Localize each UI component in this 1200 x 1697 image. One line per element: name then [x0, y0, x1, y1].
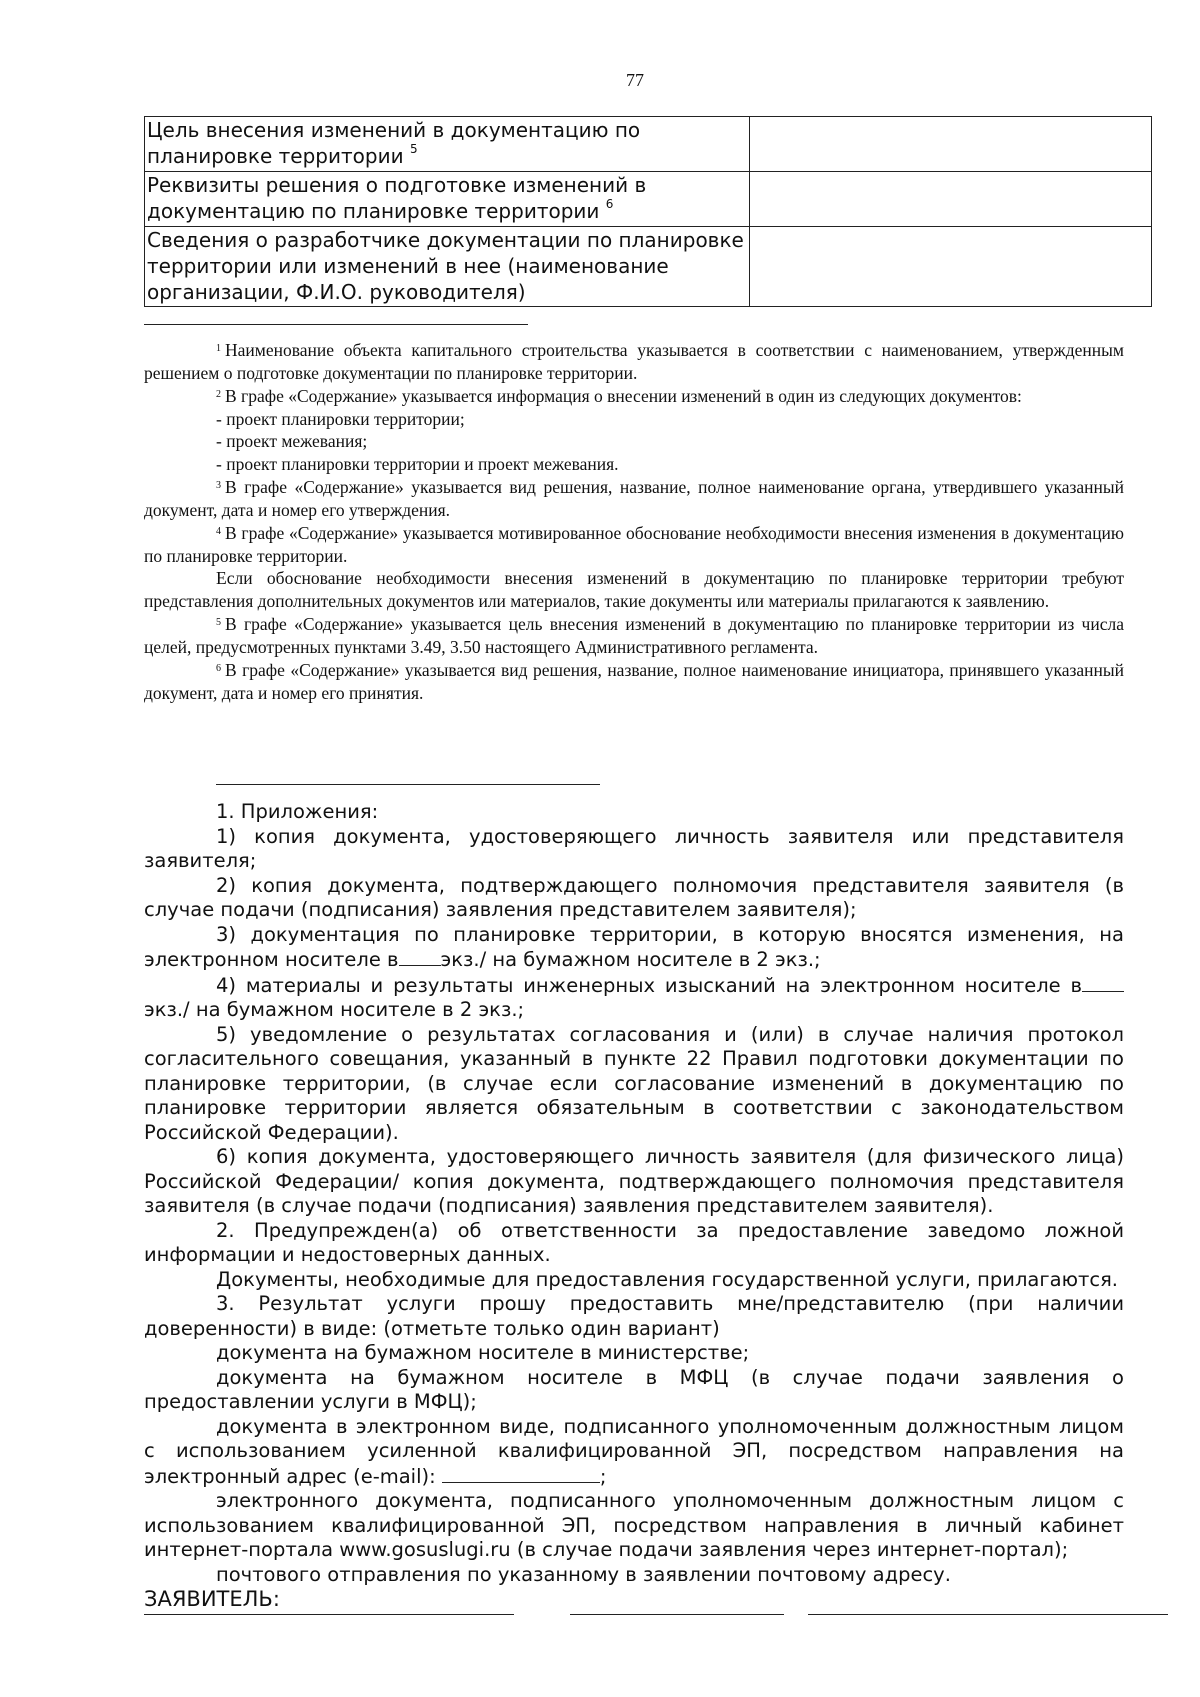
- footnote-4-extra: Если обоснование необходимости внесения изменений в документацию по планировке территории требуют представления дополнительных документов или материалов, такие документы или материалы прилагаются к заявлению.: [144, 568, 1124, 611]
- option-text: ;: [599, 1464, 607, 1488]
- footnote-2: [144, 384, 1124, 408]
- table-cell-value[interactable]: [750, 117, 1152, 172]
- result-option: документа на бумажном носителе в МФЦ (в случае подачи заявления о предоставлении услуги в МФЦ);: [144, 1365, 1124, 1413]
- footnote-text: Наименование объекта капитального строительства указывается в соответствии с наименованием, утвержденным решением о подготовке документации по планировке территории.: [144, 340, 1124, 383]
- footnote-mark: 3: [216, 480, 221, 491]
- application-body: [144, 800, 1124, 1587]
- footnote-mark: 2: [216, 389, 221, 400]
- attachment-item: 1) копия документа, удостоверяющего личность заявителя или представителя заявителя;: [144, 824, 1124, 872]
- list-item: - проект планировки территории;: [216, 408, 465, 429]
- section-separator: [216, 784, 600, 785]
- row-label: Реквизиты решения о подготовке изменений в документацию по планировке территории: [147, 173, 647, 223]
- full-name-line[interactable]: [808, 1614, 1168, 1615]
- option-text: документа в электронном виде, подписанного уполномоченным должностным лицом с использованием усиленной квалифицированной ЭП, посредством направления на электронный адрес (e-mail):: [144, 1414, 1124, 1488]
- result-option: электронного документа, подписанного уполномоченным должностным лицом с использованием квалифицированной ЭП, посредством направления в личный кабинет интернет-портала www.gosuslugi.ru (в случае подачи заявления через интернет-портал);: [144, 1489, 1124, 1561]
- footnote-1: [144, 338, 1124, 384]
- info-table: [144, 116, 1152, 307]
- footnote-separator: [144, 324, 528, 325]
- page-number: 77: [626, 70, 644, 90]
- copies-blank[interactable]: [1082, 973, 1124, 992]
- list-item: - проект межевания;: [216, 431, 368, 451]
- footnote-ref: 6: [605, 197, 614, 212]
- footnote-3: [144, 475, 1124, 521]
- attachment-text: 3) документация по планировке территории, в которую вносятся изменения, на электронном носителе в: [144, 922, 1124, 971]
- attachment-item: 6) копия документа, удостоверяющего личность заявителя (для физического лица) Российской Федерации/ копия документа, подтверждающего полномочия представителя заявителя (в случае подачи (подписания) заявления представителем заявителя).: [144, 1145, 1124, 1217]
- warning-paragraph: 2. Предупрежден(а) об ответственности за предоставление заведомо ложной информации и недостоверных данных.: [144, 1218, 1124, 1266]
- table-row: [145, 172, 1152, 227]
- row-label: Цель внесения изменений в документацию по планировке территории: [147, 118, 641, 168]
- applicant-label: ЗАЯВИТЕЛЬ:: [144, 1587, 280, 1611]
- result-option: почтового отправления по указанному в заявлении почтовому адресу.: [216, 1562, 951, 1586]
- table-cell-value[interactable]: [750, 227, 1152, 307]
- attachment-text: экз./ на бумажном носителе в 2 экз.;: [440, 948, 821, 971]
- footnotes: [144, 338, 1124, 704]
- signature-line[interactable]: [570, 1614, 784, 1615]
- table-cell-value[interactable]: [750, 172, 1152, 227]
- table-row: [145, 227, 1152, 307]
- attachments-heading: 1. Приложения:: [216, 800, 379, 823]
- footnote-text: В графе «Содержание» указывается мотивированное обоснование необходимости внесения изменения в документацию по планировке территории.: [144, 523, 1124, 566]
- attachment-item: [144, 973, 1124, 1023]
- footnote-text: В графе «Содержание» указывается вид решения, название, полное наименование органа, утвердившего указанный документ, дата и номер его утверждения.: [144, 477, 1124, 520]
- footnote-text: В графе «Содержание» указывается цель внесения изменений в документацию по планировке территории из числа целей, предусмотренных пунктами 3.49, 3.50 настоящего Административного регламента.: [144, 614, 1124, 657]
- footnote-4: [144, 521, 1124, 567]
- footnote-ref: 5: [409, 142, 418, 157]
- footnote-text: В графе «Содержание» указывается информация о внесении изменений в один из следующих документов:: [225, 386, 1022, 406]
- table-row: [145, 117, 1152, 172]
- footnote-mark: 5: [216, 617, 221, 628]
- documents-paragraph: Документы, необходимые для предоставления государственной услуги, прилагаются.: [216, 1267, 1118, 1291]
- attachment-text: экз./ на бумажном носителе в 2 экз.;: [144, 998, 525, 1021]
- footnote-6: [144, 658, 1124, 704]
- attachment-item: 2) копия документа, подтверждающего полномочия представителя заявителя (в случае подачи (подписания) заявления представителем заявителя);: [144, 873, 1124, 921]
- footnote-mark: 6: [216, 663, 221, 674]
- footnote-5: [144, 612, 1124, 658]
- email-blank[interactable]: [442, 1464, 600, 1483]
- copies-blank[interactable]: [399, 947, 441, 966]
- result-option: [144, 1415, 1124, 1490]
- table-cell-label: [145, 172, 750, 227]
- row-label: Сведения о разработчике документации по планировке территории или изменений в нее (наименование организации, Ф.И.О. руководителя): [147, 228, 744, 304]
- footnote-mark: 4: [216, 526, 221, 537]
- footnote-mark: 1: [216, 343, 221, 354]
- attachment-item: 5) уведомление о результатах согласования и (или) в случае наличия протокол согласительного совещания, указанный в пункте 22 Правил подготовки документации по планировке территории, (в случае если согласование изменений в документацию по планировке территории является обязательным в соответствии с законодательством Российской Федерации).: [144, 1022, 1124, 1144]
- applicant-name-line[interactable]: [144, 1614, 514, 1615]
- result-paragraph: 3. Результат услуги прошу предоставить мне/представителю (при наличии доверенности) в виде: (отметьте только один вариант): [144, 1292, 1124, 1340]
- table-cell-label: [145, 227, 750, 307]
- footnote-text: В графе «Содержание» указывается вид решения, название, полное наименование инициатора, принявшего указанный документ, дата и номер его принятия.: [144, 660, 1124, 703]
- attachment-text: 4) материалы и результаты инженерных изысканий на электронном носителе в: [216, 973, 1082, 997]
- table-cell-label: [145, 117, 750, 172]
- result-option: документа на бумажном носителе в министерстве;: [216, 1341, 750, 1364]
- attachment-item: [144, 923, 1124, 973]
- list-item: - проект планировки территории и проект межевания.: [216, 453, 619, 474]
